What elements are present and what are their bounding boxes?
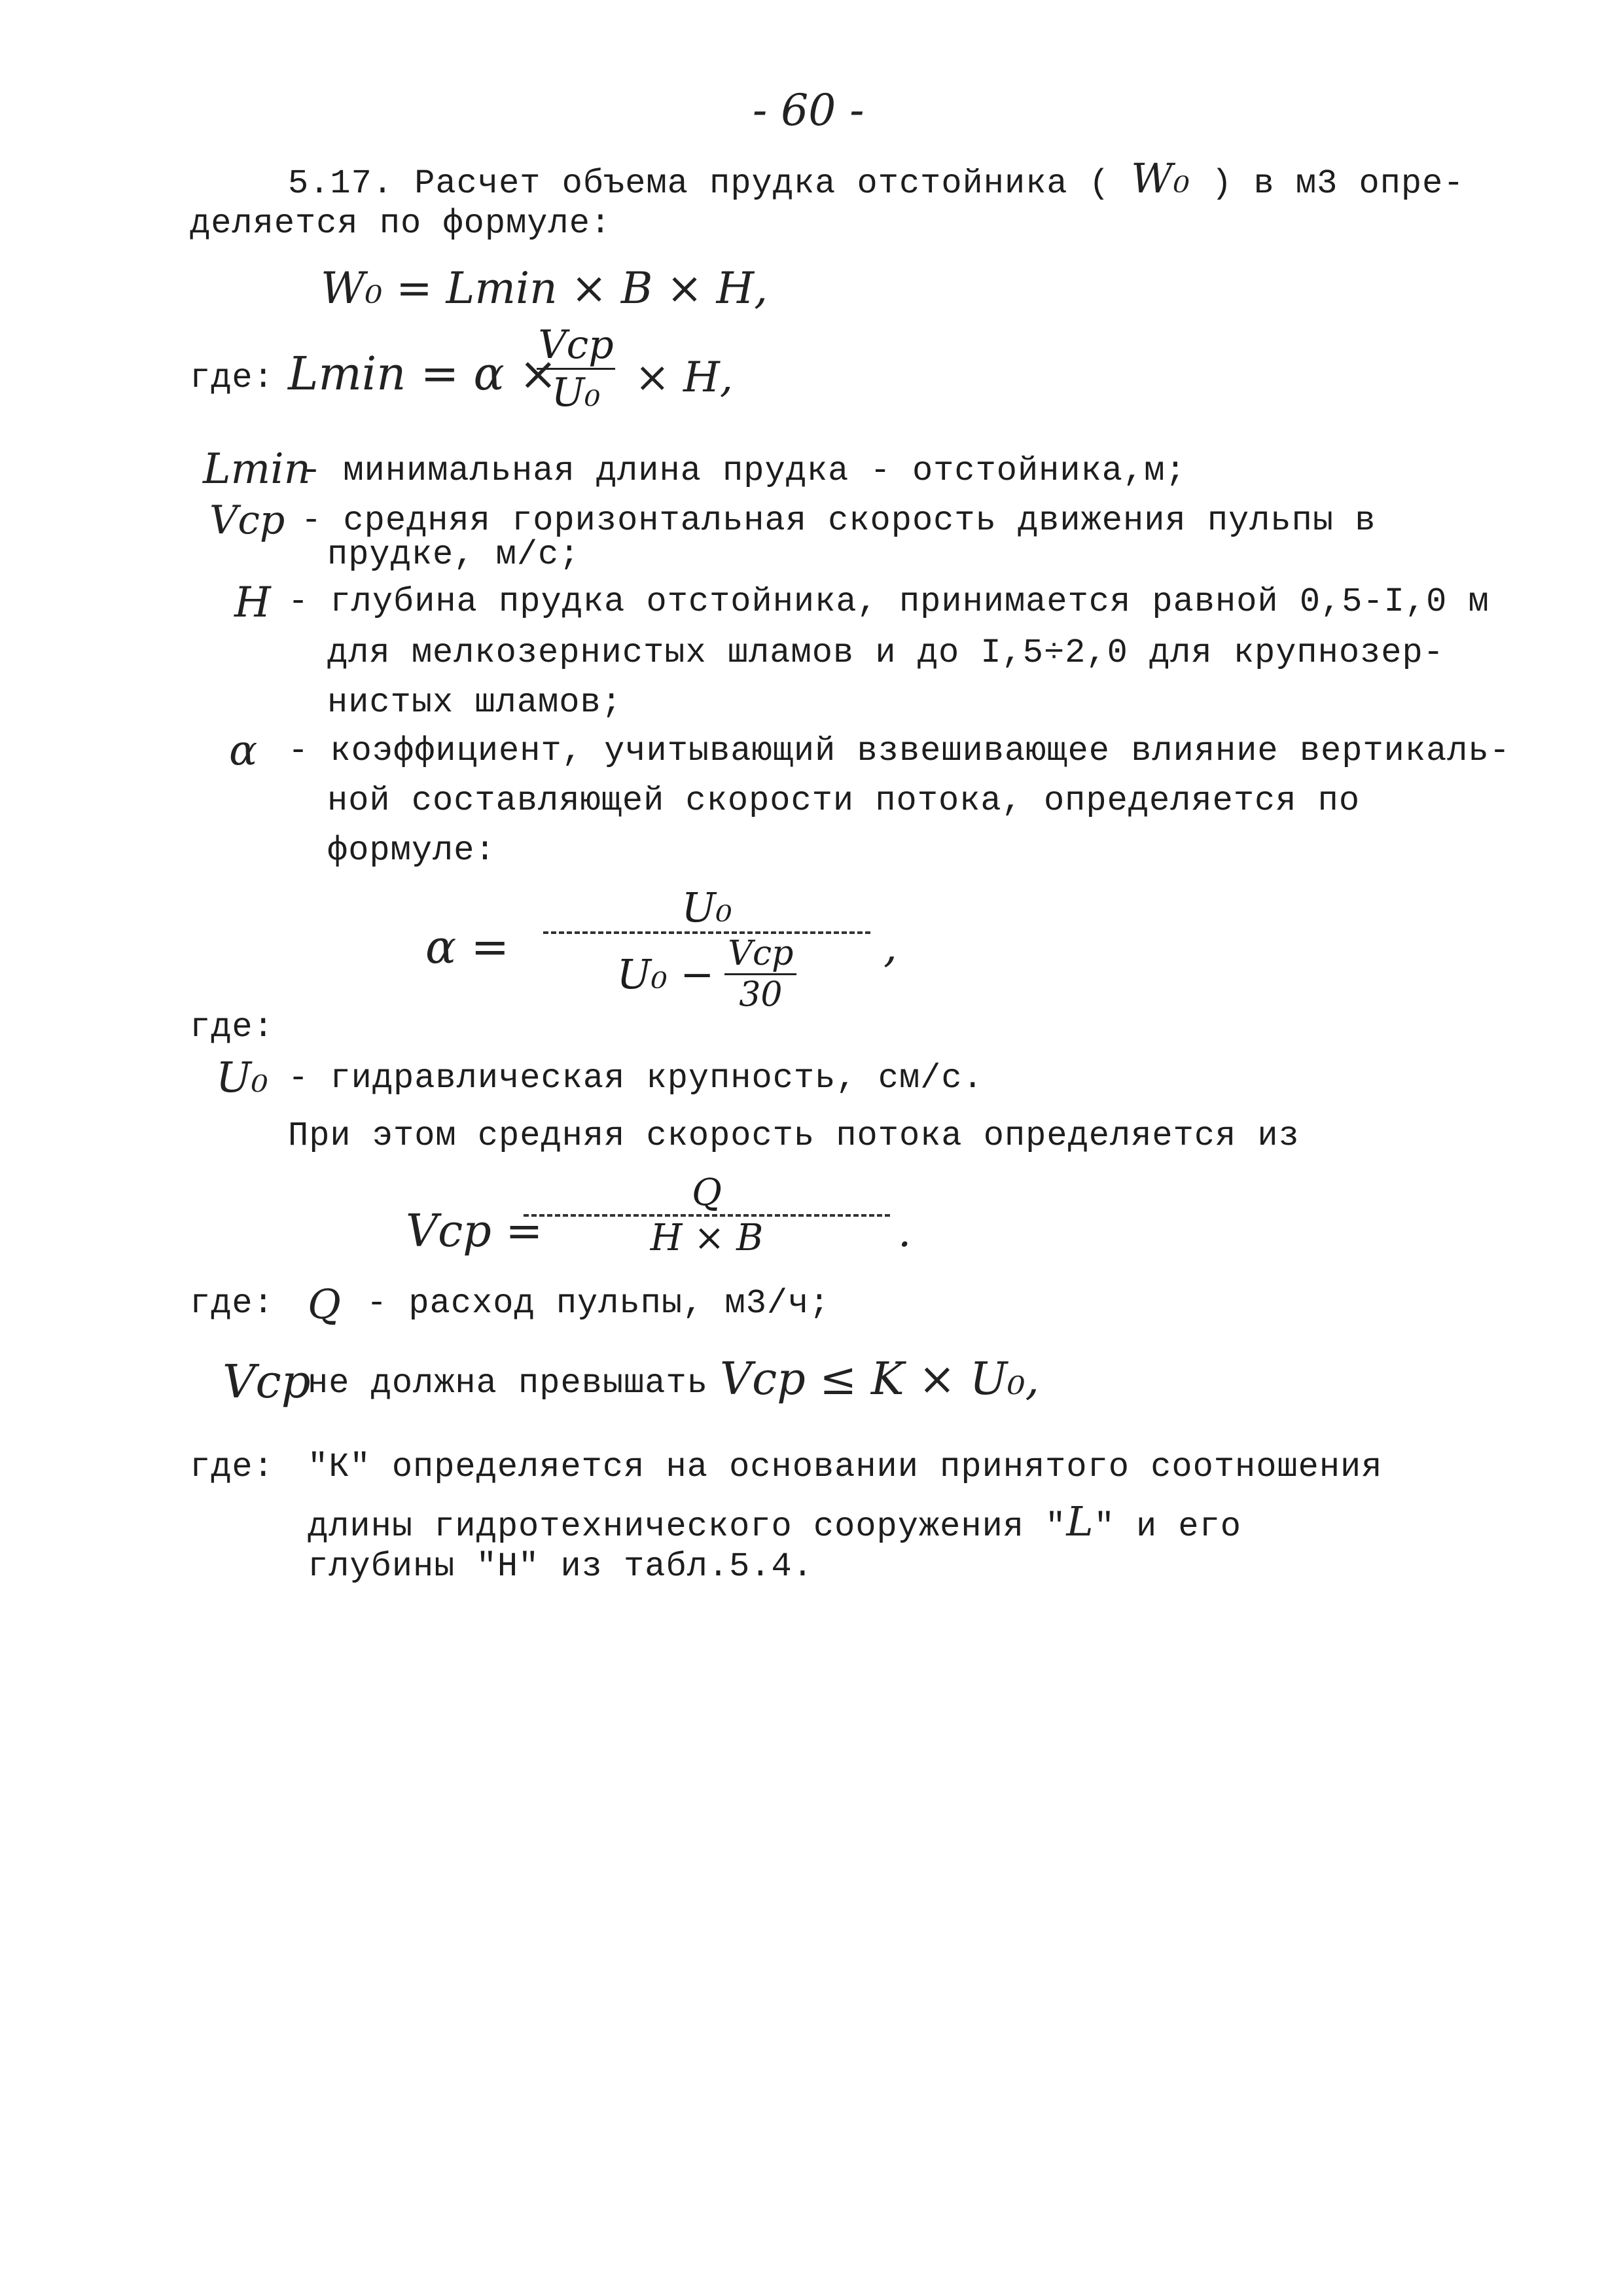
k-where-label: где:	[190, 1448, 274, 1486]
k-def-line2-a: длины гидротехнического сооружения "	[308, 1507, 1067, 1546]
def-lmin-symbol: Lmin	[203, 445, 311, 493]
q-definition-text: - расход пульпы, м3/ч;	[366, 1284, 830, 1323]
def-lmin-text: - минимальная длина прудка - отстойника,м;	[301, 452, 1186, 490]
def-vcp-line2: прудке, м/с;	[327, 535, 580, 574]
section-intro-line2: деляется по формуле:	[190, 204, 612, 243]
def-alpha-line2: ной составляющей скорости потока, определяется по	[327, 781, 1361, 820]
formula-alpha-lhs: α =	[425, 920, 510, 974]
formula-alpha-fraction	[543, 884, 870, 1014]
k-def-line2-b: " и его	[1094, 1507, 1241, 1546]
vcp-limit-formula: Vср ≤ K × U₀,	[720, 1354, 1040, 1405]
avg-speed-text: При этом средняя скорость потока определяется из	[288, 1117, 1300, 1155]
intro-symbol-w0: W₀	[1131, 154, 1190, 202]
formula-vcp-fraction	[524, 1172, 890, 1259]
formula-lmin-lhs: Lmin = α ×	[288, 347, 558, 401]
section-intro-text-b: ) в м3 опре-	[1211, 164, 1465, 203]
vcp-limit-text: не должна превышать	[308, 1364, 708, 1403]
def-u0-symbol: U₀	[216, 1054, 268, 1102]
vcp-limit-symbol: Vср	[223, 1355, 311, 1408]
formula-alpha-inner-numerator: Vср	[728, 934, 794, 973]
formula-alpha-tail: ,	[883, 922, 897, 972]
formula-vcp-denominator: H × B	[650, 1217, 764, 1259]
def-alpha-line1: - коэффициент, учитывающий взвешивающее влияние вертикаль-	[288, 732, 1510, 770]
formula-alpha-inner-fraction	[724, 934, 796, 1014]
where-label-1: где:	[190, 359, 274, 397]
k-def-line2	[308, 1498, 1241, 1546]
formula-lmin-fraction	[530, 322, 622, 416]
k-def-line3: глубины "Н" из табл.5.4.	[308, 1547, 813, 1586]
def-h-line3: нистых шламов;	[327, 683, 622, 722]
formula-volume: W₀ = Lmin × B × H,	[321, 263, 768, 314]
q-where-label: где:	[190, 1284, 274, 1323]
def-vcp-symbol: Vср	[209, 497, 285, 543]
k-def-line1: "К" определяется на основании принятого соотношения	[308, 1448, 1383, 1486]
def-h-line1: - глубина прудка отстойника, принимается равной 0,5-I,0 м	[288, 583, 1489, 621]
formula-alpha-numerator: U₀	[681, 884, 732, 931]
def-alpha-symbol: α	[229, 726, 258, 775]
page-number: - 60 -	[753, 85, 865, 135]
formula-alpha-denominator	[617, 934, 797, 1014]
def-alpha-line3: формуле:	[327, 831, 496, 870]
section-intro-text-a: Расчет объема прудка отстойника (	[414, 164, 1111, 203]
section-number: 5.17.	[288, 164, 394, 203]
def-h-symbol: H	[234, 579, 271, 627]
formula-lmin-rhs: × H,	[635, 353, 734, 402]
formula-lmin-numerator: Vср	[538, 322, 614, 368]
def-u0-text: - гидравлическая крупность, см/с.	[288, 1059, 984, 1098]
section-intro-line1	[288, 154, 1465, 203]
formula-alpha-inner-denominator: 30	[739, 975, 783, 1014]
def-vcp-line1: - средняя горизонтальная скорость движения пульпы в	[301, 501, 1376, 540]
where-label-2: где:	[190, 1008, 274, 1047]
formula-vcp-tail: .	[898, 1208, 912, 1257]
k-def-symbol-l: L	[1066, 1498, 1094, 1545]
def-h-line2: для мелкозернистых шламов и до I,5÷2,0 для крупнозер-	[327, 634, 1444, 672]
formula-alpha-den-u0: U₀ −	[616, 950, 715, 998]
formula-lmin-denominator: U₀	[551, 370, 601, 416]
q-symbol: Q	[308, 1280, 341, 1328]
formula-vcp-lhs: Vср =	[406, 1206, 543, 1257]
formula-vcp-numerator: Q	[692, 1172, 722, 1214]
